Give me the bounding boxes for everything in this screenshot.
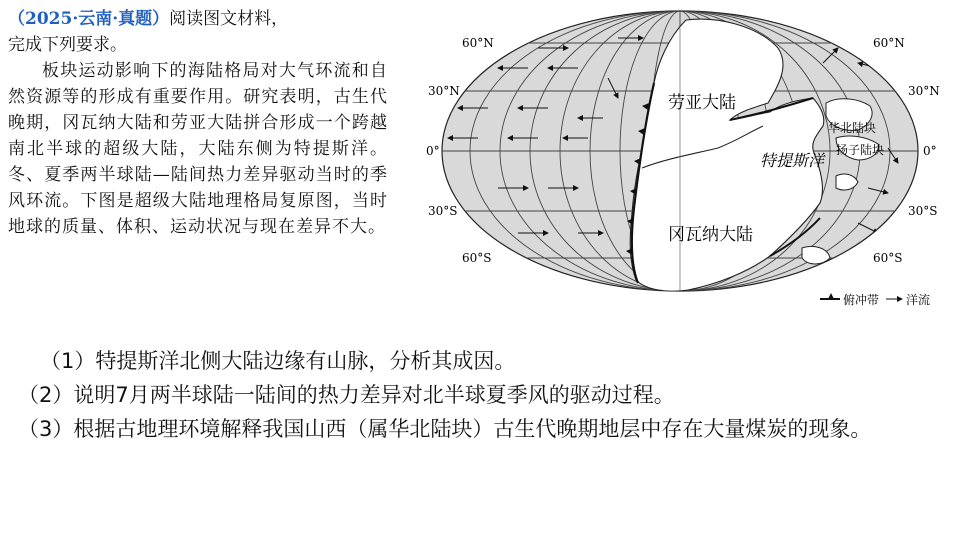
lat-right-60s: 60°S — [873, 251, 903, 265]
instruction-a: 阅读图文材料， — [169, 9, 289, 29]
legend-current-label: 洋流 — [906, 293, 931, 307]
laurasia-label: 劳亚大陆 — [668, 93, 736, 113]
lat-left-eq: 0° — [426, 144, 440, 158]
lat-left-60n: 60°N — [462, 36, 494, 50]
instruction-b: 完成下列要求。 — [8, 35, 127, 55]
map-figure — [418, 8, 948, 308]
yangtze-label: 扬子陆块 — [836, 143, 885, 157]
legend-subduction-label: 俯冲带 — [843, 293, 880, 307]
material-text: 板块运动影响下的海陆格局对大气环流和自然资源等的形成有重要作用。研究表明，古生代晚期，冈瓦纳大陆和劳亚大陆拼合形成一个跨越南北半球的超级大陆，大陆东侧为特提斯洋。冬、夏季两半球陆—陆间热力差异驱动当时的季风环流。下图是超级大陆地理格局复原图，当时地球的质量、体积、运动状况与现在差异不大。 — [8, 61, 388, 237]
north-china-label: 华北陆块 — [828, 121, 877, 135]
map-legend — [820, 292, 930, 307]
question-header — [8, 6, 388, 32]
question-2: （2）说明7月两半球陆一陆间的热力差异对北半球夏季风的驱动过程。 — [18, 383, 675, 407]
lat-right-60n: 60°N — [873, 36, 905, 50]
question-list — [18, 344, 948, 446]
material-block — [8, 6, 388, 240]
supercontinent-map — [418, 8, 948, 308]
gondwana-label: 冈瓦纳大陆 — [668, 225, 753, 245]
question-3: （3）根据古地理环境解释我国山西（属华北陆块）古生代晚期地层中存在大量煤炭的现象。 — [18, 417, 872, 441]
lat-left-30n: 30°N — [428, 84, 460, 98]
source-tag: （2025·云南·真题） — [8, 9, 170, 29]
lat-right-30s: 30°S — [908, 204, 938, 218]
lat-right-eq: 0° — [923, 144, 937, 158]
question-1: （1）特提斯洋北侧大陆边缘有山脉，分析其成因。 — [40, 349, 516, 373]
lat-right-30n: 30°N — [908, 84, 940, 98]
lat-left-60s: 60°S — [462, 251, 492, 265]
lat-left-30s: 30°S — [428, 204, 458, 218]
tethys-label: 特提斯洋 — [760, 151, 825, 170]
